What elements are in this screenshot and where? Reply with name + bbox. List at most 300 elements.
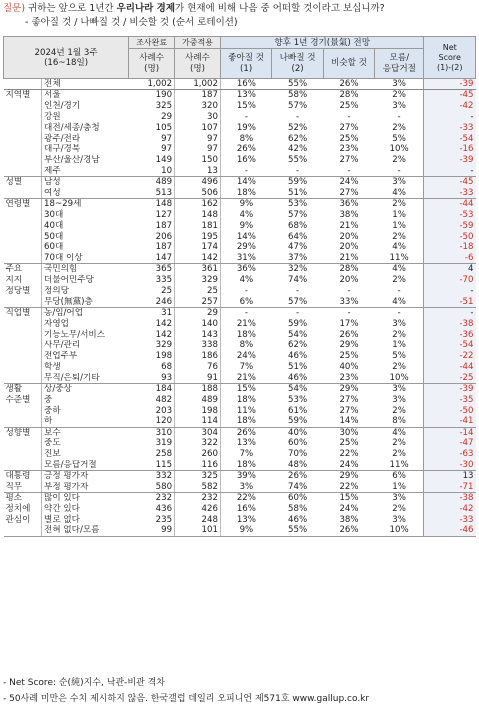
same-pct: 14% [323,416,374,427]
table-row [4,111,476,122]
sample-count: 184 [129,384,175,395]
better-pct: 31% [220,253,271,264]
group-label [4,155,42,166]
subgroup-label: 기능노무/서비스 [44,329,106,340]
sample-count: 310 [129,427,175,438]
same-pct: - [323,166,374,177]
weighted-count: 30 [175,111,221,122]
dk-pct: 4% [392,264,406,275]
group-label [4,111,42,122]
worse-pct: 55% [272,525,323,536]
survey-done-header: 조사완료 [129,37,175,49]
subgroup-label: 대구/경북 [44,144,81,155]
net-score: - [424,286,476,297]
dk-pct: 4% [392,427,406,438]
sample-count: 68 [129,362,175,373]
subgroup-label: 여성 [42,188,129,199]
group-label [4,144,42,155]
same-pct: 24% [323,460,374,471]
sample-count: 489 [129,177,175,188]
same-pct: - [347,308,351,318]
net-score: -50 [424,405,476,416]
table-row [4,503,476,514]
table-row [4,155,476,166]
worse-pct: - [296,308,300,318]
same-pct: 23% [339,144,359,155]
dk-pct: 6% [392,471,406,482]
subgroup-label: 더불어민주당 [44,275,94,286]
subgroup-label: 남성 [44,177,61,188]
net-score: -35 [424,394,476,405]
weighted-count: 322 [175,438,221,449]
worse-pct: 57% [272,296,323,307]
same-pct: 21% [323,253,374,264]
dk-pct: 2% [392,503,406,514]
worse-pct: 52% [288,122,308,133]
subgroup-label: 정의당 [44,285,69,296]
net-score: -71 [424,482,476,493]
subgroup-label: 농/임/어업 [44,308,84,318]
same-pct: 33% [323,296,374,307]
group-label: 직업별 [4,307,42,318]
subgroup-label: 18~29세 [44,199,82,210]
dk-pct: 4% [375,296,424,307]
better-pct: 3% [220,482,271,493]
dk-pct: 2% [392,122,406,133]
same-pct: 26% [323,525,374,536]
subgroup-label: 30대 [44,209,64,220]
dk-pct: 1% [392,340,406,351]
better-pct: 13% [236,438,256,449]
better-pct: 4% [239,209,254,220]
table-row [4,416,476,427]
group-label: 정당별 [4,286,42,297]
net-score: -54 [424,340,476,351]
dk-pct: 3% [392,177,406,188]
better-pct: 19% [236,122,256,133]
net-score: -33 [424,514,476,525]
worse-pct: 46% [272,373,323,384]
subgroup-label: 국민의힘 [44,264,78,275]
worse-pct: 68% [288,220,308,231]
dk-pct: 1% [375,482,424,493]
net-score: -6 [424,253,476,264]
group-label: 직무 [4,482,42,493]
table-row [4,90,476,101]
worse-pct: 40% [288,427,308,438]
dk-pct: 2% [392,329,406,340]
weighted-count: 140 [175,318,221,329]
dk-pct: - [397,285,401,296]
footer-net-note: - Net Score: 순(純)지수, 낙관-비관 격차 [3,678,165,688]
table-row [4,362,476,373]
better-pct: 8% [239,133,254,144]
group-label: 평소 [4,492,42,503]
net-score: -54 [424,133,476,144]
weighted-count: 114 [175,416,221,427]
better-pct: 8% [239,340,254,351]
outlook-header: 향후 1년 경기(景氣) 전망 [220,37,424,49]
better-pct: 21% [236,318,256,329]
subgroup-label: 별로 없다 [44,514,80,525]
same-pct: 28% [339,264,359,275]
weighted-count: 174 [175,242,221,253]
better-pct: 7% [239,449,254,460]
subgroup-label: 중 [44,394,53,405]
sample-count: 149 [129,155,175,166]
weighted-count: 232 [175,492,221,503]
weighted-count: 320 [175,100,221,111]
table-row [4,264,476,275]
weighted-count: 582 [175,482,221,493]
sample-count: 29 [129,111,175,122]
group-label [4,405,42,416]
table-row [4,275,476,286]
weighted-count: 143 [175,329,221,340]
same-pct: 22% [323,482,374,493]
sample-count: 142 [129,329,175,340]
net-score: -45 [424,90,476,101]
dk-pct: 11% [375,253,424,264]
dk-pct: 4% [375,188,424,199]
better-pct: 9% [220,525,271,536]
worse-pct: - [296,285,300,296]
sample-count: 190 [129,90,175,101]
better-pct: 21% [220,373,271,384]
better-pct: 18% [220,460,271,471]
worse-pct: 32% [288,264,308,275]
weighted-header: 가중적용 [175,37,221,49]
same-pct: 36% [339,199,359,210]
same-pct: 15% [339,493,359,504]
better-pct: 6% [220,296,271,307]
group-label: 지지 [4,275,42,286]
table-row [4,296,476,307]
group-label [4,188,42,199]
subgroup-label: 전혀 없다/모름 [42,525,129,536]
same-pct: - [347,285,351,296]
question-tag: 질문) [3,3,26,14]
worse-pct: 60% [288,438,308,449]
n-weighted-header: 사례수 (명) [175,49,221,79]
subgroup-label: 약간 있다 [44,503,80,514]
worse-pct: 62% [288,340,308,351]
net-score: -41 [424,416,476,427]
net-score: -39 [424,384,476,395]
table-body [4,79,476,537]
subgroup-label: 60대 [44,242,64,253]
worse-pct: 54% [288,384,308,395]
better-pct: 14% [236,231,256,242]
dk-pct: 5% [392,351,406,362]
subgroup-label: 중도 [44,438,61,449]
group-label [4,340,42,351]
worse-pct: 57% [288,209,308,220]
better-pct: 11% [236,405,256,416]
same-pct: 27% [323,188,374,199]
subgroup-label: 부산/울산/경남 [44,155,100,166]
net-score: - [424,111,476,122]
same-pct: 24% [339,177,359,188]
sample-count: 436 [129,503,175,514]
table-row [4,329,476,340]
sample-count: 580 [129,482,175,493]
sample-count: 31 [129,307,175,318]
better-pct: 26% [236,144,256,155]
weighted-count: 187 [175,90,221,101]
dk-pct: 8% [375,416,424,427]
table-row [4,122,476,133]
better-pct: 16% [220,79,271,90]
group-label [4,362,42,373]
sample-count: 99 [129,525,175,536]
net-score-header: Net Score (1)-(2) [424,37,476,79]
subgroup-label: 진보 [44,449,61,460]
worse-pct: 54% [288,329,308,340]
sample-count: 105 [129,122,175,133]
dk-pct: 2% [392,275,406,286]
worse-pct: 57% [288,100,308,111]
worse-pct: 47% [288,242,308,253]
weighted-count: 426 [175,503,221,514]
question-options: - 좋아질 것 / 나빠질 것 / 비슷할 것 (순서 로테이션) [25,17,238,28]
table-row [4,482,476,493]
dk-pct: 3% [392,100,406,111]
sample-count: 232 [129,492,175,503]
subgroup-label: 많이 있다 [44,493,80,504]
subgroup-label: 전업주부 [44,351,78,362]
group-label [4,460,42,471]
net-score: -22 [424,351,476,362]
sample-count: 203 [129,405,175,416]
sample-count: 235 [129,514,175,525]
same-pct: 30% [339,427,359,438]
net-score: -42 [424,100,476,111]
table-row [4,514,476,525]
weighted-count: 489 [175,394,221,405]
table-row [4,177,476,188]
net-score: -16 [424,144,476,155]
same-header: 비슷할 것 [323,49,374,79]
worse-pct: 46% [288,351,308,362]
better-pct: 26% [236,427,256,438]
group-label [4,296,42,307]
net-score: -39 [424,155,476,166]
worse-pct: 61% [288,405,308,416]
better-pct: 9% [239,199,254,210]
same-pct: 20% [339,275,359,286]
dk-pct: - [375,166,424,177]
weighted-count: 116 [175,460,221,471]
same-pct: 25% [339,100,359,111]
dk-pct: 2% [392,231,406,242]
subgroup-label: 70대 이상 [42,253,129,264]
better-pct: 39% [236,471,256,482]
table-row [4,438,476,449]
subgroup-label: 보수 [44,427,61,438]
worse-pct: 42% [288,144,308,155]
sample-count: 319 [129,438,175,449]
results-table [3,36,476,537]
question-text: 귀하는 앞으로 1년간 우리나라 경제가 현재에 비해 나음 중 어떠할 것이라고 보십니까? [28,3,385,14]
dk-pct: 3% [392,384,406,395]
dk-pct: 2% [392,362,406,373]
same-pct: 29% [339,471,359,482]
worse-pct: 53% [288,394,308,405]
weighted-count: 162 [175,198,221,209]
table-row [4,144,476,155]
weighted-count: 506 [175,188,221,199]
table-row [4,427,476,438]
worse-pct: 51% [272,188,323,199]
weighted-count: 142 [175,253,221,264]
table-row [4,471,476,482]
weighted-count: 329 [175,275,221,286]
subgroup-label: 40대 [44,220,64,231]
net-score: -39 [424,79,476,90]
dk-pct: 10% [389,144,409,155]
table-row [4,198,476,209]
dk-pct: 1% [392,209,406,220]
sample-count: 482 [129,394,175,405]
net-score: -38 [424,492,476,503]
group-label [4,373,42,384]
weighted-count: 195 [175,231,221,242]
same-pct: 27% [339,155,359,166]
subgroup-label: 강원 [44,111,61,122]
group-label [4,133,42,144]
worse-pct: 59% [272,416,323,427]
sample-count: 187 [129,242,175,253]
n-header: 사례수 (명) [129,49,175,79]
net-score: -53 [424,209,476,220]
same-pct: 26% [323,79,374,90]
net-score: -59 [424,220,476,231]
sample-count: 1,002 [129,79,175,90]
sample-count: 97 [129,144,175,155]
net-score: -51 [424,296,476,307]
group-label [4,253,42,264]
weighted-count: 150 [175,155,221,166]
group-label [4,231,42,242]
net-score: 4 [424,264,476,275]
worse-pct: 58% [288,503,308,514]
sample-count: 127 [129,209,175,220]
dk-pct: 3% [392,514,406,525]
worse-pct: 62% [288,133,308,144]
better-pct: 15% [236,100,256,111]
better-pct: 16% [236,155,256,166]
group-label: 대통령 [4,471,42,482]
dk-pct: 1% [392,220,406,231]
weighted-count: 13 [175,166,221,177]
worse-pct: - [272,166,323,177]
worse-pct: 60% [288,493,308,504]
same-pct: 22% [339,449,359,460]
same-pct: 24% [339,503,359,514]
dk-pct: 2% [392,199,406,210]
sample-count: 142 [129,318,175,329]
dk-pct: - [397,308,401,318]
same-pct: 17% [339,318,359,329]
net-score: -46 [424,525,476,536]
worse-pct: 58% [288,90,308,101]
worse-pct: 70% [288,449,308,460]
group-label [4,449,42,460]
same-pct: 38% [339,514,359,525]
better-pct: - [244,111,248,122]
net-score: 13 [424,471,476,482]
sample-count: 115 [129,460,175,471]
better-pct: 14% [236,177,256,188]
same-pct: 25% [339,438,359,449]
same-pct: 25% [339,133,359,144]
question-block [3,2,477,30]
net-score: -44 [424,362,476,373]
weighted-count: 97 [175,144,221,155]
table-row [4,525,476,536]
sample-count: 148 [129,198,175,209]
net-score: -44 [424,198,476,209]
sample-count: 93 [129,373,175,384]
sample-count: 513 [129,188,175,199]
net-score: -38 [424,318,476,329]
better-pct: - [220,166,271,177]
table-row [4,231,476,242]
weighted-count: 101 [175,525,221,536]
better-pct: 15% [236,384,256,395]
table-row [4,286,476,297]
group-label: 지역별 [4,90,42,101]
worse-pct: 55% [272,79,323,90]
worse-pct: 59% [288,177,308,188]
group-label [4,242,42,253]
group-label [4,166,42,177]
net-score: - [424,307,476,318]
subgroup-label: 긍정 평가자 [44,471,89,482]
same-pct: 25% [339,351,359,362]
sample-count: 258 [129,449,175,460]
subgroup-label: 중하 [44,405,61,416]
subgroup-label: 무당(無黨)층 [42,296,129,307]
weighted-count: 91 [175,373,221,384]
sample-count: 120 [129,416,175,427]
worse-pct: 26% [288,471,308,482]
dk-pct: 11% [375,460,424,471]
table-row [4,100,476,111]
worse-pct: 59% [288,318,308,329]
group-label [4,220,42,231]
subgroup-label: 무직/은퇴/기타 [42,373,129,384]
table-row [4,340,476,351]
better-pct: 18% [220,416,271,427]
subgroup-label: 전체 [42,79,129,90]
table-row [4,373,476,384]
subgroup-label: 부정 평가자 [42,482,129,493]
table-row [4,209,476,220]
weighted-count: 325 [175,471,221,482]
same-pct: 20% [339,242,359,253]
better-pct: 7% [239,362,254,373]
table-row [4,405,476,416]
dk-pct: 2% [392,405,406,416]
weighted-count: 257 [175,296,221,307]
subgroup-label: 상/중상 [44,384,72,395]
subgroup-label: 학생 [44,362,61,373]
weighted-count: 186 [175,351,221,362]
table-row [4,220,476,231]
net-score: -14 [424,427,476,438]
